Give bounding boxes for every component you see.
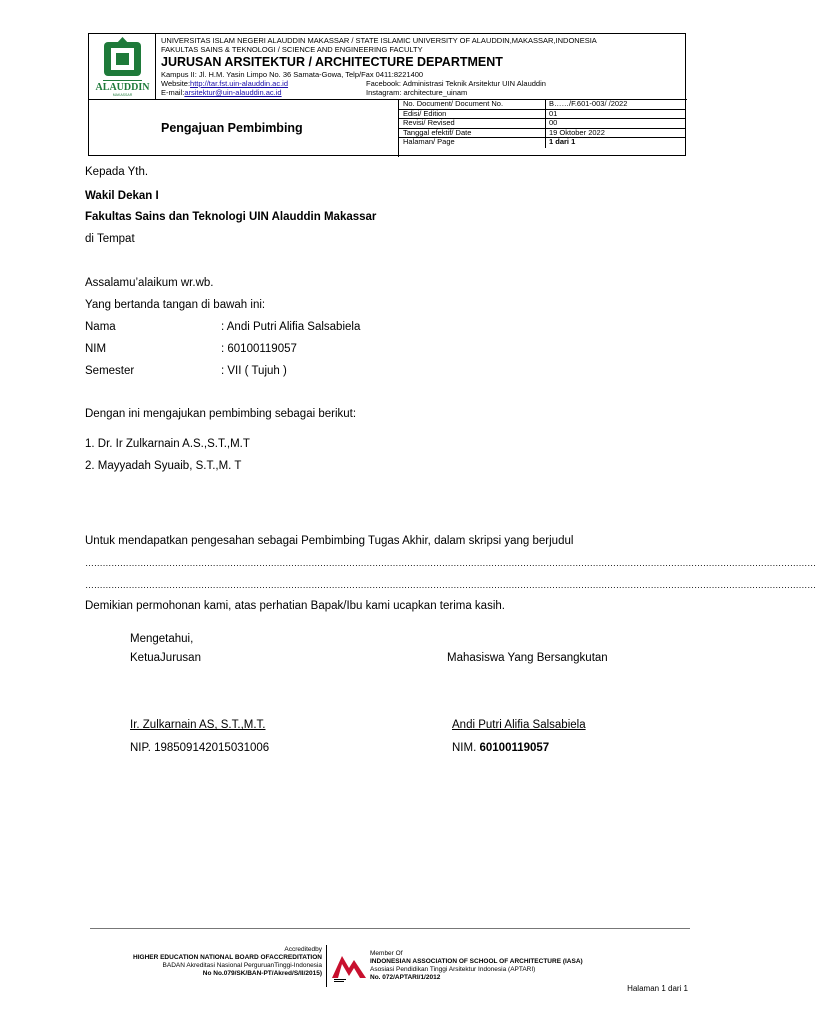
svg-text:MAKASSAR: MAKASSAR	[112, 93, 133, 97]
meta-row: No. Document/ Document No. B……/F.601-003/ /2022	[399, 100, 686, 110]
meta-row: Revisi/ Revised 00	[399, 119, 686, 129]
facebook-text: Facebook: Administrasi Teknik Arsitektur UIN Alauddin	[366, 79, 546, 88]
salutation-to: Kepada Yth.	[85, 166, 149, 178]
footer-separator	[326, 945, 327, 987]
recipient: Wakil Dekan I	[85, 190, 159, 202]
place: di Tempat	[85, 233, 135, 245]
member-of: Member Of	[370, 950, 403, 957]
website-row	[161, 79, 681, 88]
svg-text:ALAUDDIN: ALAUDDIN	[95, 82, 150, 93]
greeting: Assalamu’alaikum wr.wb.	[85, 277, 214, 289]
recipient-org: Fakultas Sains dan Teknologi UIN Alauddin Makassar	[85, 211, 377, 223]
purpose-text: Untuk mendapatkan pengesahan sebagai Pembimbing Tugas Akhir, dalam skripsi yang berjudul	[85, 535, 574, 547]
field-label-name: Nama	[85, 321, 116, 333]
closing-text: Demikian permohonan kami, atas perhatian Bapak/Ibu kami ucapkan terima kasih.	[85, 600, 505, 612]
footer-divider	[90, 928, 690, 929]
meta-row: Edisi/ Edition 01	[399, 110, 686, 120]
website-link[interactable]: http://tar.fst.uin-alauddin.ac.id	[190, 79, 289, 88]
form-title: Pengajuan Pembimbing	[161, 121, 303, 135]
sign-right-role: Mahasiswa Yang Bersangkutan	[447, 652, 608, 664]
field-value-nim: : 60100119057	[221, 343, 297, 355]
field-label-semester: Semester	[85, 365, 135, 377]
accreditation-badan: BADAN Akreditasi Nasional PerguruanTinggi-Indonesia	[162, 962, 322, 969]
field-value-semester: : VII ( Tujuh )	[221, 365, 287, 377]
sign-left-role: KetuaJurusan	[130, 652, 201, 664]
form-title-cell	[89, 100, 399, 157]
iasa-logo-icon	[330, 948, 368, 984]
advisor-item: 1. Dr. Ir Zulkarnain A.S.,S.T.,M.T	[85, 438, 250, 450]
email-label: E-mail:	[161, 88, 185, 97]
header-info	[161, 36, 681, 97]
uin-alauddin-logo-icon	[89, 34, 156, 100]
accredited-by: Accreditedby	[284, 946, 322, 953]
address: Kampus II: Jl. H.M. Yasin Limpo No. 36 Samata-Gowa, Telp/Fax 0411:8221400	[161, 70, 424, 79]
request-text: Dengan ini mengajukan pembimbing sebagai berikut:	[85, 408, 357, 420]
document-meta-table	[399, 100, 686, 148]
aptari-name: Asosiasi Pendidikan Tinggi Arsitektur Indonesia (APTARI)	[370, 966, 536, 973]
meta-row: Tanggal efektif/ Date 19 Oktober 2022	[399, 129, 686, 139]
thesis-title-dotted-line: ………………………………………………………………………………………………………………………………………………………………………………………………………………………………	[85, 580, 816, 590]
iasa-name: INDONESIAN ASSOCIATION OF SCHOOL OF ARCHITECTURE (IASA)	[370, 958, 583, 965]
email-link[interactable]: arsitektur@uin-alauddin.ac.id	[184, 88, 282, 97]
sign-left-known: Mengetahui,	[130, 633, 194, 645]
right-signatory-nim: NIM. 60100119057	[452, 742, 550, 754]
thesis-title-dotted-line: ………………………………………………………………………………………………………………………………………………………………………………………………………………………………	[85, 558, 816, 568]
accreditation-block	[60, 946, 322, 978]
intro: Yang bertanda tangan di bawah ini:	[85, 299, 266, 311]
accreditation-number: No No.079/SK/BAN-PT/Akred/S/II/2015)	[202, 970, 322, 977]
meta-row: Halaman/ Page 1 dari 1	[399, 138, 686, 148]
website-label: Website:	[161, 79, 191, 88]
university-logo	[89, 34, 156, 100]
field-label-nim: NIM	[85, 343, 107, 355]
email-row	[161, 88, 681, 97]
right-signatory-name: Andi Putri Alifia Salsabiela	[452, 719, 586, 731]
membership-block	[370, 950, 583, 982]
aptari-number: No. 072/APTARI/1/2012	[370, 974, 441, 981]
iasa-logo	[330, 948, 368, 989]
left-signatory-name: Ir. Zulkarnain AS, S.T.,M.T.	[130, 719, 266, 731]
faculty-name: FAKULTAS SAINS & TEKNOLOGI / SCIENCE AND ENGINEERING FACULTY	[161, 45, 423, 54]
university-name: UNIVERSITAS ISLAM NEGERI ALAUDDIN MAKASSAR / STATE ISLAMIC UNIVERSITY OF ALAUDDIN,MAKASSAR,INDONESIA	[161, 36, 597, 45]
advisor-item: 2. Mayyadah Syuaib, S.T.,M. T	[85, 460, 242, 472]
left-signatory-nip: NIP. 198509142015031006	[130, 742, 270, 754]
field-value-name: : Andi Putri Alifia Salsabiela	[221, 321, 361, 333]
page-number: Halaman 1 dari 1	[627, 984, 688, 993]
accreditation-board: HIGHER EDUCATION NATIONAL BOARD OFACCREDITATION	[133, 954, 322, 961]
document-header	[88, 33, 686, 156]
instagram-text: Instagram: architecture_uinam	[366, 88, 468, 97]
department-name: JURUSAN ARSITEKTUR / ARCHITECTURE DEPARTMENT	[161, 55, 503, 69]
